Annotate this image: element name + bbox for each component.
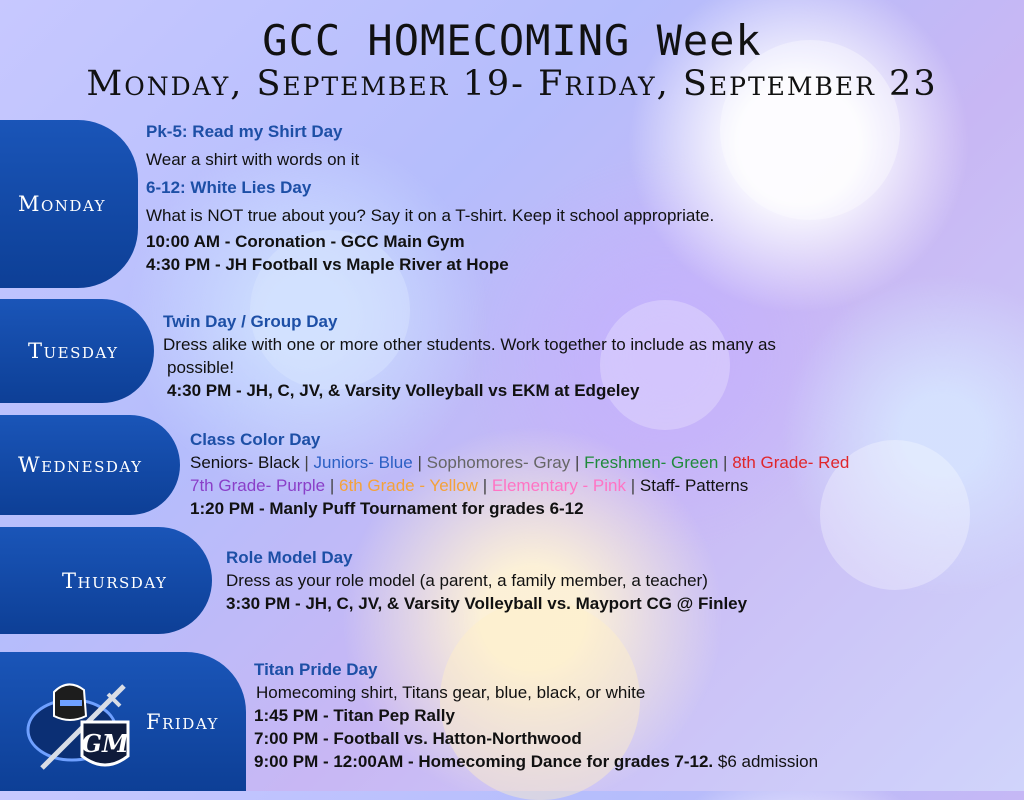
- event-line: [254, 750, 1014, 773]
- friday-details: [254, 658, 1014, 773]
- separator: |: [723, 453, 728, 472]
- class-color-juniors: Juniors- Blue: [313, 453, 413, 472]
- day-label: Monday: [18, 192, 107, 216]
- class-color-6th-grade: 6th Grade - Yellow: [339, 476, 478, 495]
- category-description: What is NOT true about you? Say it on a T-shirt. Keep it school appropriate.: [146, 206, 715, 225]
- category-title: Twin Day / Group Day: [163, 312, 338, 331]
- class-color-sophomores: Sophomores- Gray: [426, 453, 571, 472]
- class-color-freshmen: Freshmen- Green: [584, 453, 719, 472]
- thursday-details: [226, 546, 1006, 615]
- tuesday-details: [163, 310, 1003, 402]
- separator: |: [304, 453, 309, 472]
- category-title: 6-12: White Lies Day: [146, 178, 312, 197]
- category-title: Role Model Day: [226, 548, 353, 567]
- day-label: Wednesday: [18, 453, 143, 477]
- page-subtitle: Monday, September 19- Friday, September 23: [86, 64, 938, 104]
- day-label: Friday: [146, 709, 219, 734]
- separator: |: [482, 476, 488, 495]
- day-tab-wednesday: [0, 415, 180, 515]
- event-line: 3:30 PM - JH, C, JV, & Varsity Volleyball vs. Mayport CG @ Finley: [226, 594, 748, 613]
- wednesday-details: [190, 428, 1020, 520]
- separator: |: [329, 476, 335, 495]
- class-colors-row: [190, 451, 1020, 474]
- event-line: 7:00 PM - Football vs. Hatton-Northwood: [254, 729, 582, 748]
- logo-lettering: GM: [81, 729, 129, 758]
- day-tab-tuesday: [0, 299, 154, 403]
- category-title: Titan Pride Day: [254, 660, 378, 679]
- separator: |: [574, 453, 580, 472]
- class-color-8th-grade: 8th Grade- Red: [732, 453, 850, 472]
- class-colors-row: [190, 474, 1020, 497]
- class-color-7th-grade: 7th Grade- Purple: [190, 476, 326, 495]
- event-line: 1:45 PM - Titan Pep Rally: [254, 706, 455, 725]
- class-color-seniors: Seniors- Black: [190, 453, 300, 472]
- category-title: Class Color Day: [190, 430, 321, 449]
- event-text: 9:00 PM - 12:00AM - Homecoming Dance for grades 7-12.: [254, 752, 714, 771]
- category-description: possible!: [167, 358, 235, 377]
- event-line: 1:20 PM - Manly Puff Tournament for grades 6-12: [190, 499, 584, 518]
- event-line: 4:30 PM - JH, C, JV, & Varsity Volleyball vs EKM at Edgeley: [167, 381, 640, 400]
- event-line: 10:00 AM - Coronation - GCC Main Gym: [146, 232, 465, 251]
- category-description: Wear a shirt with words on it: [146, 150, 360, 169]
- event-line: 4:30 PM - JH Football vs Maple River at Hope: [146, 255, 509, 274]
- admission-price: $6 admission: [717, 752, 819, 771]
- class-color-staff: Staff- Patterns: [639, 476, 749, 495]
- day-label: Thursday: [62, 568, 168, 593]
- day-tab-thursday: [0, 527, 212, 634]
- day-tab-monday: [0, 120, 138, 288]
- category-description: Dress as your role model (a parent, a family member, a teacher): [226, 571, 708, 590]
- category-description: Dress alike with one or more other students. Work together to include as many as: [163, 335, 776, 354]
- page-title: GCC HOMECOMING Week: [262, 16, 762, 65]
- separator: |: [417, 453, 422, 472]
- monday-details: [146, 120, 986, 276]
- titan-knight-logo: [24, 672, 136, 778]
- separator: |: [630, 476, 636, 495]
- day-label: Tuesday: [28, 339, 119, 363]
- class-color-elementary: Elementary - Pink: [491, 476, 627, 495]
- category-description: Homecoming shirt, Titans gear, blue, black, or white: [256, 683, 646, 702]
- category-title: Pk-5: Read my Shirt Day: [146, 122, 343, 141]
